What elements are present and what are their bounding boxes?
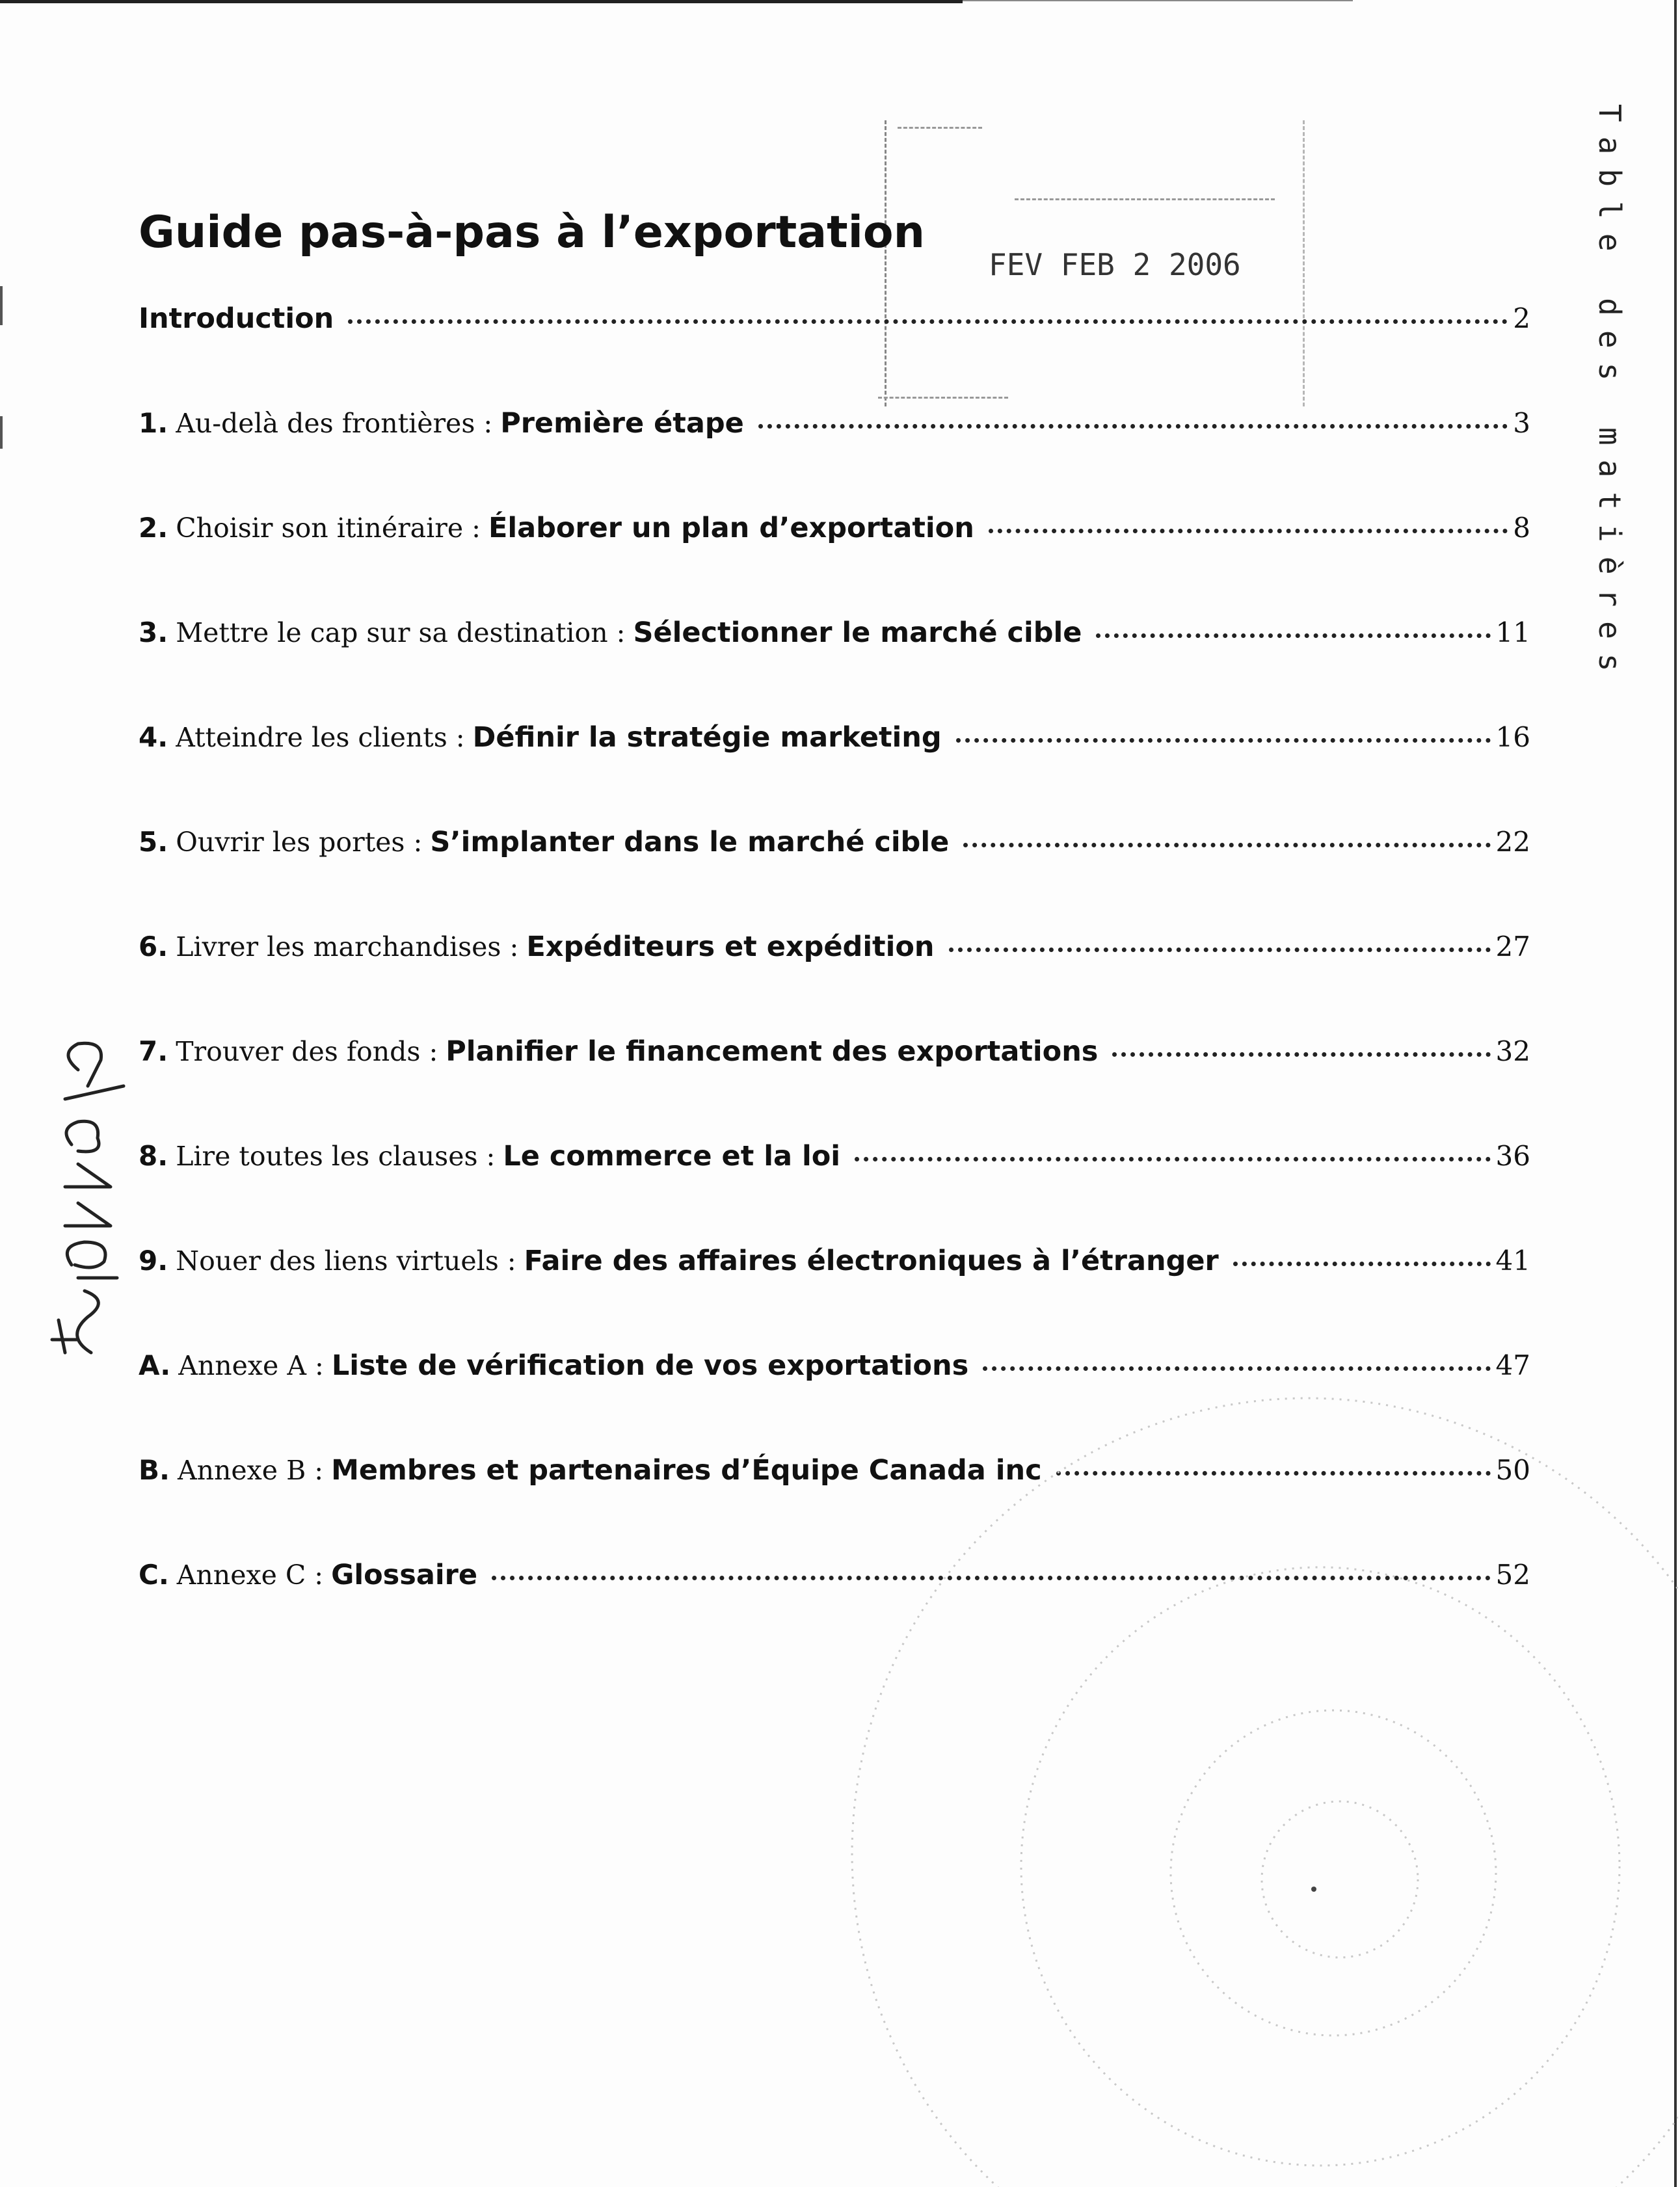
toc-entry-number: 8.	[139, 1140, 168, 1172]
toc-dot-leader	[1096, 633, 1490, 638]
document-title: Guide pas-à-pas à l’exportation	[139, 206, 926, 258]
toc-dot-leader	[949, 948, 1491, 952]
toc-entry-number: 2.	[139, 512, 168, 544]
scan-top-edge	[0, 0, 963, 3]
toc-entry-title: Élaborer un plan d’exportation	[488, 512, 974, 544]
toc-entry-number: C.	[139, 1559, 169, 1591]
toc-dot-leader	[855, 1157, 1491, 1161]
toc-dot-leader	[963, 843, 1490, 847]
toc-entry-page-number: 32	[1495, 1035, 1530, 1067]
handwritten-reference-number	[39, 1014, 150, 1366]
toc-entry-title: Première étape	[500, 407, 744, 440]
toc-entry-number: 6.	[139, 931, 168, 962]
toc-dot-leader	[1112, 1052, 1490, 1057]
toc-entry-title: Le commerce et la loi	[503, 1140, 840, 1173]
toc-entry-number: 4.	[139, 721, 168, 753]
toc-entry	[139, 1035, 1530, 1140]
stamp-date: FEV FEB 2 2006	[989, 247, 1241, 282]
toc-entry-title: Liste de vérification de vos exportations	[331, 1349, 969, 1382]
toc-entry-page-number: 3	[1513, 407, 1530, 439]
stamp-border-line	[1015, 198, 1275, 200]
toc-entry-title: S’implanter dans le marché cible	[430, 826, 950, 858]
toc-dot-leader	[989, 529, 1508, 533]
toc-entry-page-number: 52	[1495, 1559, 1530, 1591]
toc-entry-page-number: 8	[1513, 512, 1530, 544]
toc-entry-number: 3.	[139, 616, 168, 648]
toc-entry-title: Faire des affaires électroniques à l’étranger	[524, 1245, 1219, 1277]
toc-entry	[139, 302, 1530, 407]
circular-watermark	[813, 1333, 1678, 2187]
toc-entry-page-number: 47	[1495, 1349, 1530, 1381]
toc-entry-title: Expéditeurs et expédition	[526, 931, 935, 963]
toc-entry-title: Glossaire	[331, 1559, 477, 1591]
toc-entry-prefix: Lire toutes les clauses :	[176, 1141, 496, 1172]
toc-entry-prefix: Atteindre les clients :	[176, 722, 465, 753]
toc-entry-page-number: 16	[1495, 721, 1530, 753]
toc-entry-prefix: Mettre le cap sur sa destination :	[176, 617, 626, 648]
scan-left-mark	[0, 416, 3, 449]
toc-entry-prefix: Annexe A :	[178, 1350, 324, 1381]
toc-entry-number: 9.	[139, 1245, 168, 1277]
toc-entry-prefix: Livrer les marchandises :	[176, 931, 519, 962]
toc-entry-page-number: 22	[1495, 826, 1530, 858]
scan-top-edge-thin	[963, 0, 1353, 1]
toc-entry-number: 1.	[139, 407, 168, 439]
scan-left-mark	[0, 286, 3, 325]
toc-entry-prefix: Annexe C :	[176, 1559, 324, 1591]
toc-entry-prefix: Choisir son itinéraire :	[176, 512, 481, 544]
toc-entry	[139, 512, 1530, 616]
toc-entry-title: Sélectionner le marché cible	[633, 616, 1082, 649]
toc-entry-prefix: Nouer des liens virtuels :	[176, 1245, 516, 1277]
toc-entry-number: 5.	[139, 826, 168, 858]
toc-entry-prefix: Ouvrir les portes :	[176, 827, 423, 858]
toc-entry-page-number: 11	[1495, 616, 1530, 648]
toc-dot-leader	[956, 738, 1491, 743]
toc-entry-prefix: Au-delà des frontières :	[176, 408, 493, 439]
toc-entry	[139, 931, 1530, 1035]
toc-entry-page-number: 36	[1495, 1140, 1530, 1172]
toc-entry-number: 7.	[139, 1035, 168, 1067]
toc-entry-number: A.	[139, 1349, 171, 1381]
toc-dot-leader	[348, 319, 1508, 324]
toc-entry	[139, 407, 1530, 512]
toc-dot-leader	[1233, 1262, 1491, 1266]
toc-entry-title: Planifier le financement des exportations	[446, 1035, 1099, 1068]
toc-entry	[139, 616, 1530, 721]
toc-entry-page-number: 41	[1495, 1245, 1530, 1277]
toc-entry	[139, 1140, 1530, 1245]
toc-entry-page-number: 2	[1513, 302, 1530, 334]
toc-entry	[139, 826, 1530, 931]
side-heading: Table des matières	[1592, 104, 1627, 686]
toc-entry-page-number: 50	[1495, 1454, 1530, 1486]
toc-entry	[139, 721, 1530, 826]
toc-entry-prefix: Trouver des fonds :	[176, 1036, 438, 1067]
toc-entry-page-number: 27	[1495, 931, 1530, 962]
toc-dot-leader	[758, 424, 1508, 429]
toc-entry-title: Introduction	[139, 302, 334, 335]
toc-entry-title: Définir la stratégie marketing	[472, 721, 942, 754]
toc-entry-title: Membres et partenaires d’Équipe Canada inc	[331, 1454, 1042, 1487]
stamp-border-line	[898, 127, 982, 129]
toc-entry-number: B.	[139, 1454, 170, 1486]
toc-entry-prefix: Annexe B :	[177, 1455, 324, 1486]
